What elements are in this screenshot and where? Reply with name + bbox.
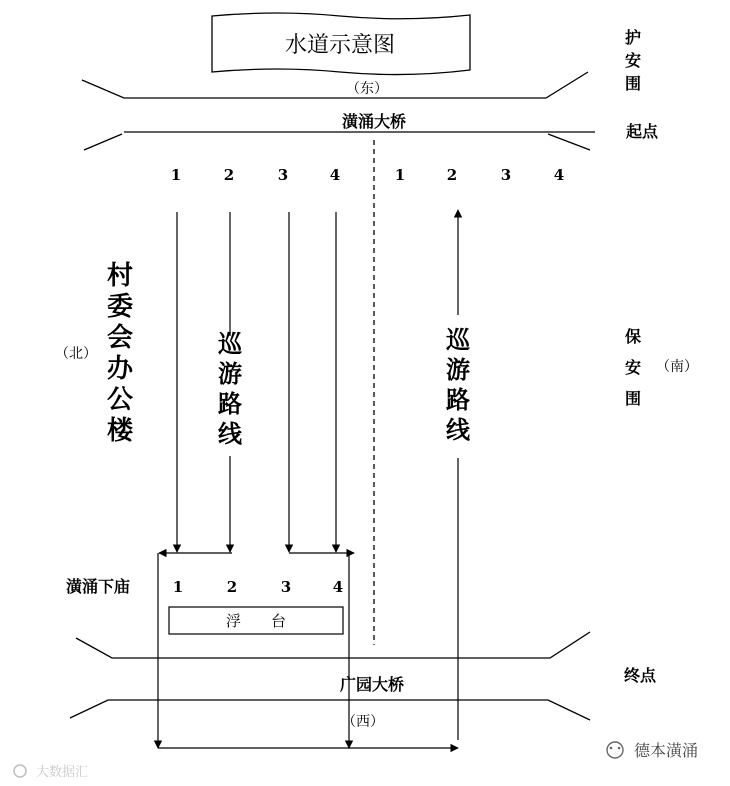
svg-text:游: 游 [446,356,470,384]
wechat-icon [607,742,623,758]
direction-west: （西） [342,714,384,730]
bottom-bridge-label: 广园大桥 [339,675,405,694]
lane-north-3: 3 [277,166,289,184]
top-guard-label [625,28,641,93]
lane-north-4: 4 [329,166,341,184]
svg-text:线: 线 [446,416,470,444]
svg-text:委: 委 [106,292,134,322]
bottom-bridge-upper-line [76,632,590,658]
platform-label: 浮 台 [225,612,287,630]
svg-text:德本潢涌: 德本潢涌 [634,741,699,760]
svg-text:村: 村 [106,261,134,291]
building-label [107,261,134,446]
svg-text:线: 线 [218,420,242,448]
lane-bottom-3: 3 [280,578,292,596]
west-bank-line [70,700,590,720]
svg-text:安: 安 [624,358,642,377]
direction-east: （东） [346,81,388,97]
start-label: 起点 [625,122,659,141]
lane-south-4: 4 [553,166,565,184]
lane-bottom-1: 1 [172,578,184,596]
svg-text:护: 护 [624,28,642,47]
route-label-right [446,326,471,444]
svg-text:围: 围 [624,389,642,408]
svg-text:巡: 巡 [218,330,242,358]
lane-north-1: 1 [170,166,182,184]
svg-text:会: 会 [106,323,134,353]
direction-south: （南） [656,359,698,375]
lane-south-1: 1 [394,166,406,184]
svg-text:路: 路 [218,390,242,418]
svg-text:办: 办 [106,354,134,384]
svg-text:安: 安 [624,51,642,70]
svg-text:公: 公 [106,385,134,415]
svg-text:保: 保 [624,327,642,346]
svg-text:路: 路 [446,386,470,414]
lane-bottom-4: 4 [332,578,344,596]
east-bank-line [82,72,588,98]
watermark-right [607,741,698,760]
temple-label: 潢涌下庙 [65,577,131,596]
svg-text:楼: 楼 [106,416,134,446]
top-bridge-lower-line [84,134,122,150]
svg-text:大数据汇: 大数据汇 [36,765,89,780]
lane-south-3: 3 [500,166,512,184]
top-bridge-label: 潢涌大桥 [341,112,407,131]
mid-guard-label [625,327,641,408]
lane-north-2: 2 [223,166,235,184]
svg-text:游: 游 [218,360,242,388]
banner-title: 水道示意图 [284,33,396,58]
lane-bottom-2: 2 [226,578,238,596]
route-label-left [218,330,243,448]
svg-text:围: 围 [624,74,642,93]
lane-south-2: 2 [446,166,458,184]
svg-text:巡: 巡 [446,326,470,354]
end-label: 终点 [623,666,657,685]
direction-north: （北） [55,346,97,362]
watermark-left [14,764,88,780]
top-bridge-lower-right [548,134,590,150]
